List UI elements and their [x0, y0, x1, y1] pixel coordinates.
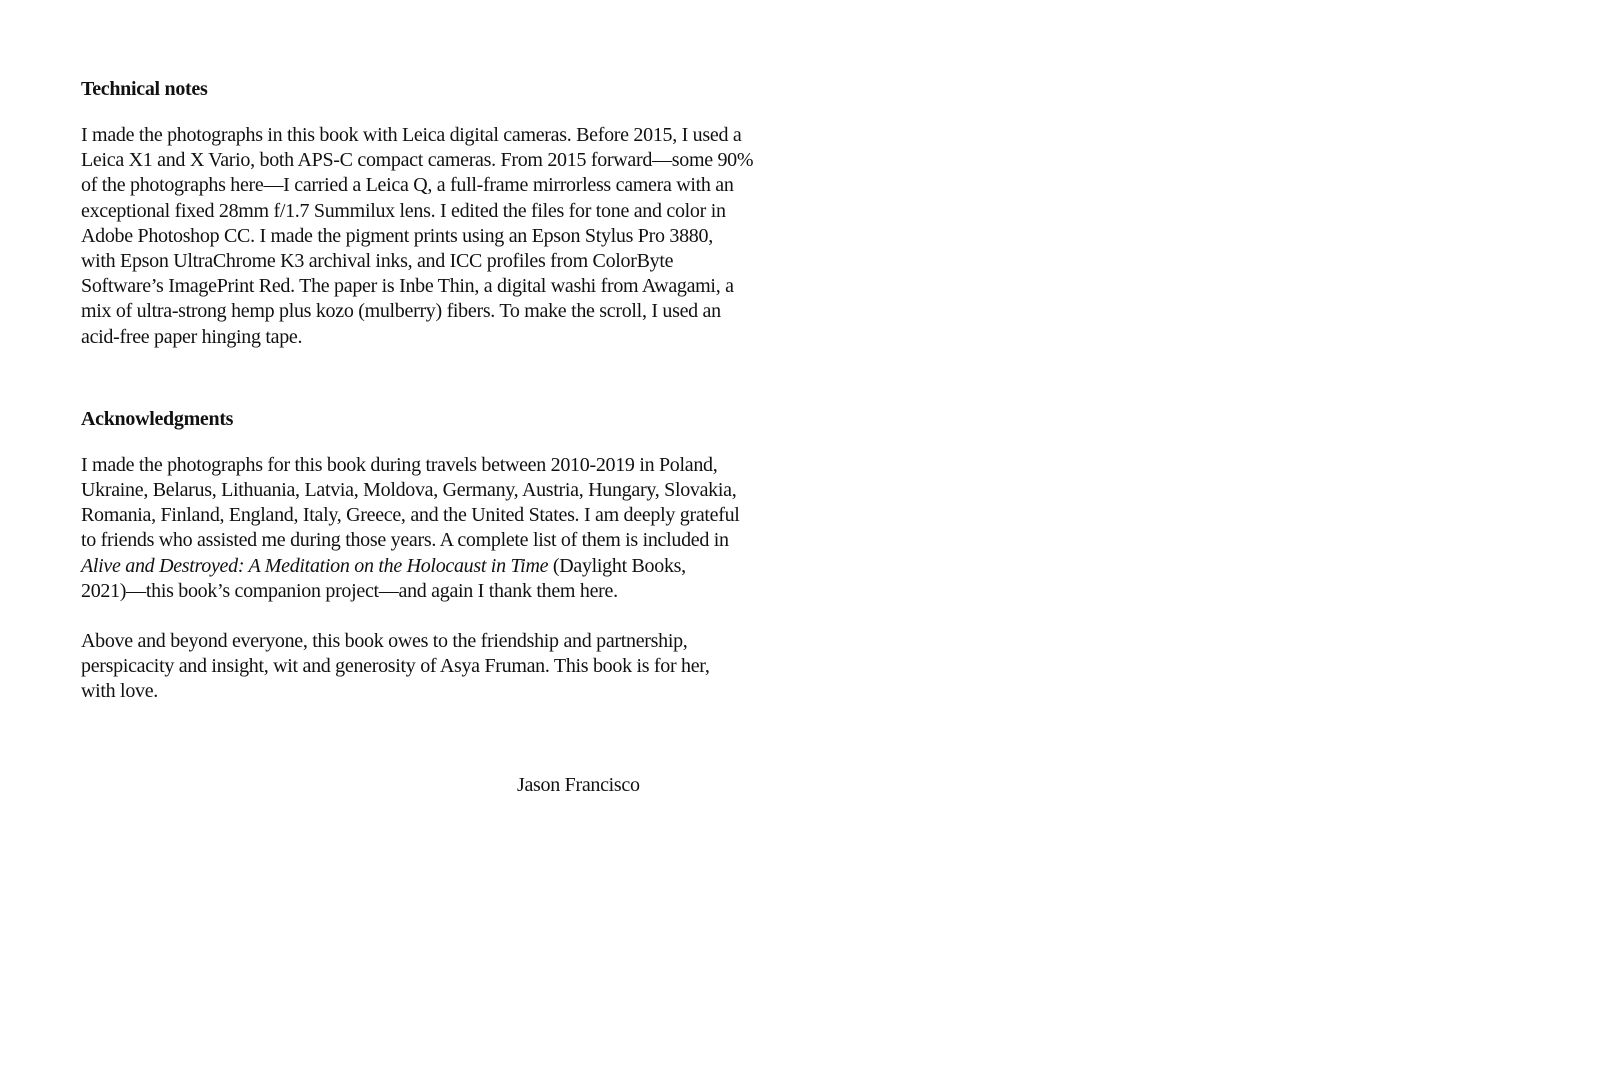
text-line: Leica X1 and X Vario, both APS-C compact cameras. From 2015 forward—some 90%: [81, 149, 754, 172]
technical-notes-paragraph: [81, 123, 771, 350]
acknowledgments-heading: Acknowledgments: [81, 407, 234, 430]
text-line: Ukraine, Belarus, Lithuania, Latvia, Moldova, Germany, Austria, Hungary, Slovakia,: [81, 479, 737, 502]
technical-notes-section: [81, 72, 771, 350]
text-line: exceptional fixed 28mm f/1.7 Summilux lens. I edited the files for tone and color in: [81, 199, 726, 222]
text-line: with love.: [81, 680, 158, 703]
acknowledgments-paragraph-2: [81, 629, 771, 705]
text-line: mix of ultra-strong hemp plus kozo (mulberry) fibers. To make the scroll, I used an: [81, 300, 721, 323]
document-page: [81, 72, 771, 705]
technical-notes-heading: Technical notes: [81, 78, 208, 100]
publisher-note: (Daylight Books,: [548, 554, 686, 577]
text-line: perspicacity and insight, wit and generosity of Asya Fruman. This book is for her,: [81, 655, 710, 678]
acknowledgments-paragraph-1: [81, 453, 771, 604]
text-line: Adobe Photoshop CC. I made the pigment prints using an Epson Stylus Pro 3880,: [81, 224, 713, 247]
text-line: 2021)—this book’s companion project—and again I thank them here.: [81, 579, 618, 602]
text-line: to friends who assisted me during those years. A complete list of them is included in: [81, 529, 729, 552]
text-line: with Epson UltraChrome K3 archival inks, and ICC profiles from ColorByte: [81, 250, 674, 273]
text-line: acid-free paper hinging tape.: [81, 325, 303, 348]
acknowledgments-section: [81, 402, 771, 705]
text-line: I made the photographs in this book with Leica digital cameras. Before 2015, I used a: [81, 124, 742, 146]
text-line: Software’s ImagePrint Red. The paper is Inbe Thin, a digital washi from Awagami, a: [81, 275, 734, 298]
text-line: Above and beyond everyone, this book owes to the friendship and partnership,: [81, 630, 688, 653]
text-line: I made the photographs for this book during travels between 2010-2019 in Poland,: [81, 453, 718, 476]
author-signature: Jason Francisco: [517, 774, 640, 796]
book-title: Alive and Destroyed: A Meditation on the Holocaust in Time: [81, 554, 549, 577]
text-line-with-title: [81, 554, 771, 579]
text-line: of the photographs here—I carried a Leica Q, a full-frame mirrorless camera with an: [81, 174, 734, 197]
text-line: Romania, Finland, England, Italy, Greece, and the United States. I am deeply grateful: [81, 504, 740, 527]
